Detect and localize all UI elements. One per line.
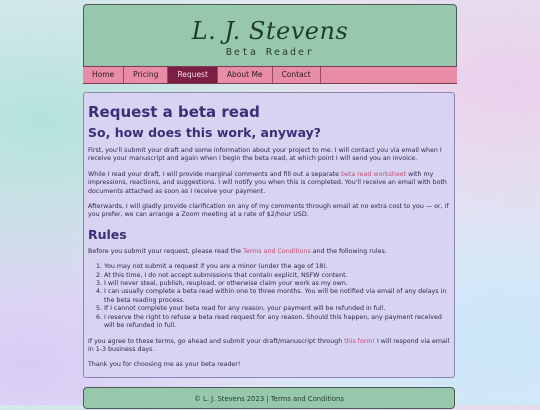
afterwards-paragraph: Afterwards, I will gladly provide clarification on any of my comments through email at no extra cost to you — or, if you prefer, we can arrange a Zoom meeting at a rate of $2/hour USD. [88,203,449,219]
page-title: Request a beta read [88,103,260,121]
rule-item: 3. I will never steal, publish, reupload, or otherwise claim your work as my own. [104,280,450,288]
site-footer [83,387,455,409]
rules-heading: Rules [88,226,127,242]
rule-item: 5. If I cannot complete your beta read for any reason, your payment will be refunded in full. [104,305,450,313]
main-content [83,92,455,378]
intro-paragraph: First, you'll submit your draft and some information about your project to me. I will contact you via email when I receive your manuscript and again when I begin the beta read, at which point I will send you an invoice. [88,147,442,163]
rule-item: 6. I reserve the right to refuse a beta read request for any reason. Should this happen, any payment received will be refunded in full. [104,314,450,331]
rules-list [88,263,450,330]
nav-contact[interactable]: Contact [273,67,321,83]
footer-copyright: © L. J. Stevens 2023 | [194,395,271,403]
process-paragraph: While I read your draft, I will provide marginal comments and fill out a separate beta read worksheet with my impressions, reactions, and suggestions. I will notify you when this is completed. You'll receive an email with both documents attached as soon as I receive your payment. [88,170,447,195]
site-subtitle: Beta Reader [225,47,315,58]
agree-paragraph: If you agree to these terms, go ahead and submit your draft/manuscript through this form! I will respond via email in 1-3 business days. [88,337,450,353]
rule-item: 1. You may not submit a request if you are a minor (under the age of 18). [104,263,450,271]
nav-request[interactable]: Request [168,67,217,83]
rule-item: 2. At this time, I do not accept submissions that contain explicit, NSFW content. [104,272,450,280]
form-link[interactable]: this form! [344,337,375,345]
rules-intro: Before you submit your request, please read the Terms and Conditions and the following rules. [88,247,387,255]
main-nav [83,66,457,84]
nav-pricing[interactable]: Pricing [124,67,168,83]
footer-terms-link[interactable]: Terms and Conditions [270,395,344,403]
site-title: L. J. Stevens [191,17,349,45]
worksheet-link[interactable]: beta read worksheet [341,170,407,178]
nav-about-me[interactable]: About Me [218,67,273,83]
thanks-paragraph: Thank you for choosing me as your beta reader! [88,361,241,369]
how-heading: So, how does this work, anyway? [88,125,322,140]
terms-link[interactable]: Terms and Conditions [243,247,311,255]
rule-item: 4. I can usually complete a beta read within one to three months. You will be notified via email of any delays in the beta reading process. [104,288,450,305]
nav-home[interactable]: Home [83,67,124,83]
